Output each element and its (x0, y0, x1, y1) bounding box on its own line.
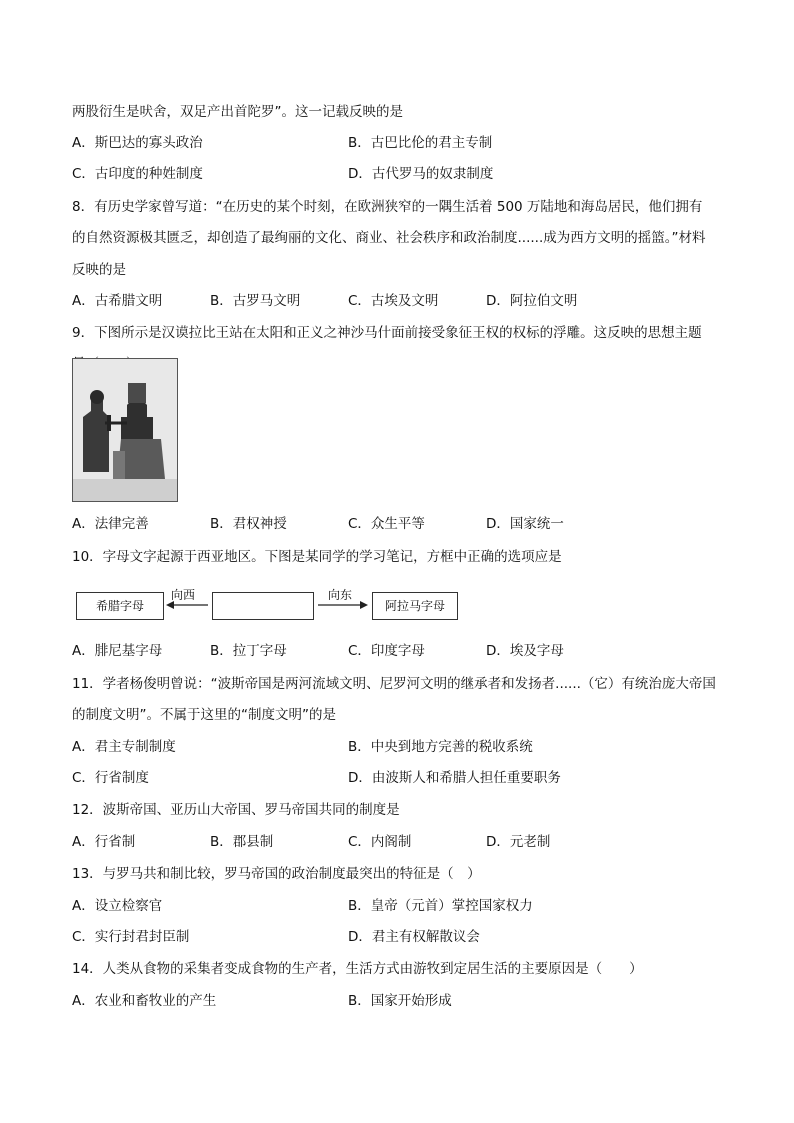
q13-option-c[interactable]: C．实行封君封臣制 (72, 929, 190, 945)
hammurabi-relief-image (72, 358, 178, 502)
q8-stem-line3: 反映的是 (72, 262, 126, 278)
q7-option-a[interactable]: A．斯巴达的寡头政治 (72, 135, 203, 151)
q13-option-b[interactable]: B．皇帝（元首）掌控国家权力 (348, 898, 533, 914)
q8-stem-line1: 8．有历史学家曾写道：“在历史的某个时刻，在欧洲狭窄的一隅生活着 500 万陆地和海岛居民，他们拥有 (72, 199, 703, 215)
q13-option-d[interactable]: D．君主有权解散议会 (348, 929, 480, 945)
q14-stem: 14．人类从食物的采集者变成食物的生产者，生活方式由游牧到定居生活的主要原因是（ ） (72, 961, 643, 977)
q11-option-a[interactable]: A．君主专制制度 (72, 739, 176, 755)
q11-option-c[interactable]: C．行省制度 (72, 770, 149, 786)
q9-option-b[interactable]: B．君权神授 (210, 516, 287, 532)
relief-illustration (73, 359, 177, 501)
q9-stem-line1: 9．下图所示是汉谟拉比王站在太阳和正义之神沙马什面前接受象征王权的权标的浮雕。这反映的思想主题 (72, 325, 702, 341)
q12-option-d[interactable]: D．元老制 (486, 834, 551, 850)
q13-option-a[interactable]: A．设立检察官 (72, 898, 163, 914)
q11-stem-line2: 的制度文明”。不属于这里的“制度文明”的是 (72, 707, 336, 723)
q10-stem: 10．字母文字起源于西亚地区。下图是某同学的学习笔记，方框中正确的选项应是 (72, 549, 562, 565)
q11-option-b[interactable]: B．中央到地方完善的税收系统 (348, 739, 533, 755)
q7-option-d[interactable]: D．古代罗马的奴隶制度 (348, 166, 494, 182)
answer-blank-box (212, 592, 314, 620)
q13-stem: 13．与罗马共和制比较，罗马帝国的政治制度最突出的特征是（ ） (72, 866, 481, 882)
q10-option-c[interactable]: C．印度字母 (348, 643, 425, 659)
question-continuation: 两股衍生是吠舍，双足产出首陀罗”。这一记载反映的是 (72, 104, 403, 120)
q8-stem-line2: 的自然资源极其匮乏，却创造了最绚丽的文化、商业、社会秩序和政治制度......成为西方文明的摇篮。”材料 (72, 230, 706, 246)
q9-option-a[interactable]: A．法律完善 (72, 516, 149, 532)
aramaic-alphabet-box: 阿拉马字母 (372, 592, 458, 620)
q10-option-d[interactable]: D．埃及字母 (486, 643, 564, 659)
q7-option-b[interactable]: B．古巴比伦的君主专制 (348, 135, 493, 151)
q10-option-a[interactable]: A．腓尼基字母 (72, 643, 163, 659)
q9-option-c[interactable]: C．众生平等 (348, 516, 425, 532)
arrow-east-label: 向东 (328, 588, 353, 602)
q8-option-c[interactable]: C．古埃及文明 (348, 293, 439, 309)
q9-option-d[interactable]: D．国家统一 (486, 516, 564, 532)
q12-option-a[interactable]: A．行省制 (72, 834, 136, 850)
q12-option-c[interactable]: C．内阁制 (348, 834, 412, 850)
q8-option-d[interactable]: D．阿拉伯文明 (486, 293, 578, 309)
q7-option-c[interactable]: C．古印度的种姓制度 (72, 166, 203, 182)
q8-option-b[interactable]: B．古罗马文明 (210, 293, 301, 309)
alphabet-flow-diagram (72, 588, 462, 622)
q14-option-b[interactable]: B．国家开始形成 (348, 993, 452, 1009)
q11-option-d[interactable]: D．由波斯人和希腊人担任重要职务 (348, 770, 561, 786)
q12-stem: 12．波斯帝国、亚历山大帝国、罗马帝国共同的制度是 (72, 802, 400, 818)
q10-option-b[interactable]: B．拉丁字母 (210, 643, 287, 659)
greek-alphabet-box: 希腊字母 (76, 592, 164, 620)
q14-option-a[interactable]: A．农业和畜牧业的产生 (72, 993, 217, 1009)
q11-stem-line1: 11．学者杨俊明曾说：“波斯帝国是两河流域文明、尼罗河文明的继承者和发扬者......（它）有统治庞大帝国 (72, 676, 716, 692)
arrow-west-label: 向西 (171, 588, 196, 602)
q12-option-b[interactable]: B．郡县制 (210, 834, 274, 850)
q8-option-a[interactable]: A．古希腊文明 (72, 293, 163, 309)
